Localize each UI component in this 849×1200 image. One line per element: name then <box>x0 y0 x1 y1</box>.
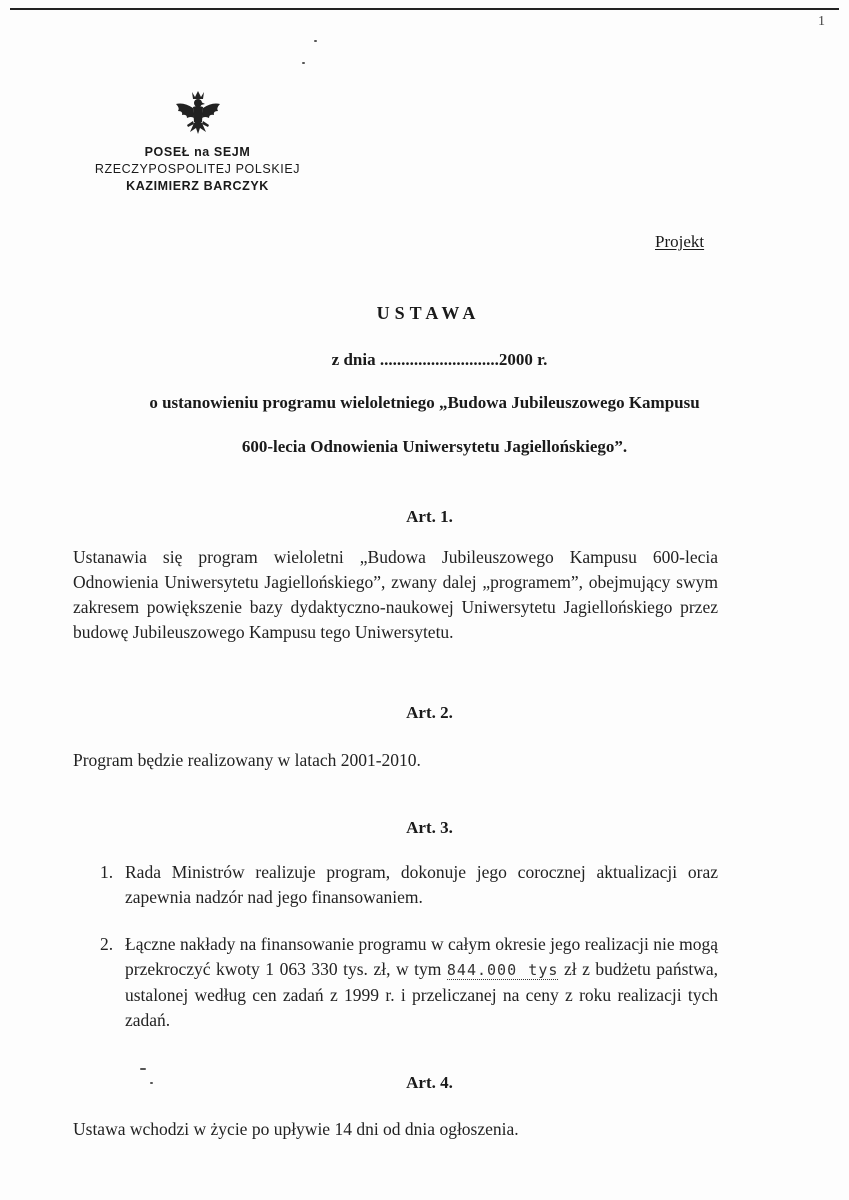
date-line: z dnia ............................2000 r. <box>331 350 548 369</box>
polish-eagle-icon <box>172 88 224 140</box>
handwritten-amount: 844.000 tys <box>446 961 559 979</box>
scan-speck <box>314 40 317 42</box>
list-item-text: Rada Ministrów realizuje program, dokonuje jego corocznej aktualizacji oraz zapewnia nadzór nad jego finansowaniem. <box>125 862 718 907</box>
scan-speck <box>302 62 305 64</box>
scan-speck <box>140 1068 146 1070</box>
sender-title: POSEŁ na SEJM <box>144 145 251 159</box>
subject-line-2: 600-lecia Odnowienia Uniwersytetu Jagiellońskiego”. <box>241 437 628 456</box>
article-2-heading: Art. 2. <box>406 703 453 722</box>
article-3-heading: Art. 3. <box>406 818 453 837</box>
sender-name: KAZIMIERZ BARCZYK <box>126 179 269 193</box>
article-1-heading: Art. 1. <box>406 507 453 526</box>
document-title: USTAWA <box>376 303 481 323</box>
article-2-text: Program będzie realizowany w latach 2001-2010. <box>73 750 421 770</box>
list-item-number: 1. <box>100 862 114 882</box>
top-border-line <box>10 8 839 10</box>
page-number: 1 <box>818 14 825 29</box>
list-item <box>100 860 718 910</box>
list-item <box>100 932 718 1033</box>
projekt-label: Projekt <box>655 232 705 251</box>
article-3-item-2 <box>100 932 718 1033</box>
list-item-text-after: zł z budżetu państwa, ustalonej według cen zadań z 1999 r. i przeliczanej na ceny z roku realizacji tych zadań. <box>125 959 719 1030</box>
sender-country: RZECZYPOSPOLITEJ POLSKIEJ <box>94 162 301 176</box>
article-3-item-1 <box>100 860 718 910</box>
list-item-number: 2. <box>100 934 114 954</box>
list-item-text-before: Łączne nakłady na finansowanie programu w całym okresie jego realizacji nie mogą przekroczyć kwoty 1 063 330 tys. zł, w tym <box>125 934 718 979</box>
subject-line-1: o ustanowieniu programu wieloletniego „Budowa Jubileuszowego Kampusu <box>149 393 700 412</box>
article-1-text: Ustanawia się program wieloletni „Budowa Jubileuszowego Kampusu 600-lecia Odnowienia Uniwersytetu Jagiellońskiego”, zwany dalej „programem”, obejmujący swym zakresem powiększenie bazy dydaktyczno-naukowej Uniwersytetu Jagiellońskiego przez budowę Jubileuszowego Kampusu tego Uniwersytetu. <box>73 547 718 642</box>
article-4-heading: Art. 4. <box>406 1073 453 1092</box>
sender-block <box>60 144 335 195</box>
article-4-text: Ustawa wchodzi w życie po upływie 14 dni od dnia ogłoszenia. <box>73 1119 519 1139</box>
